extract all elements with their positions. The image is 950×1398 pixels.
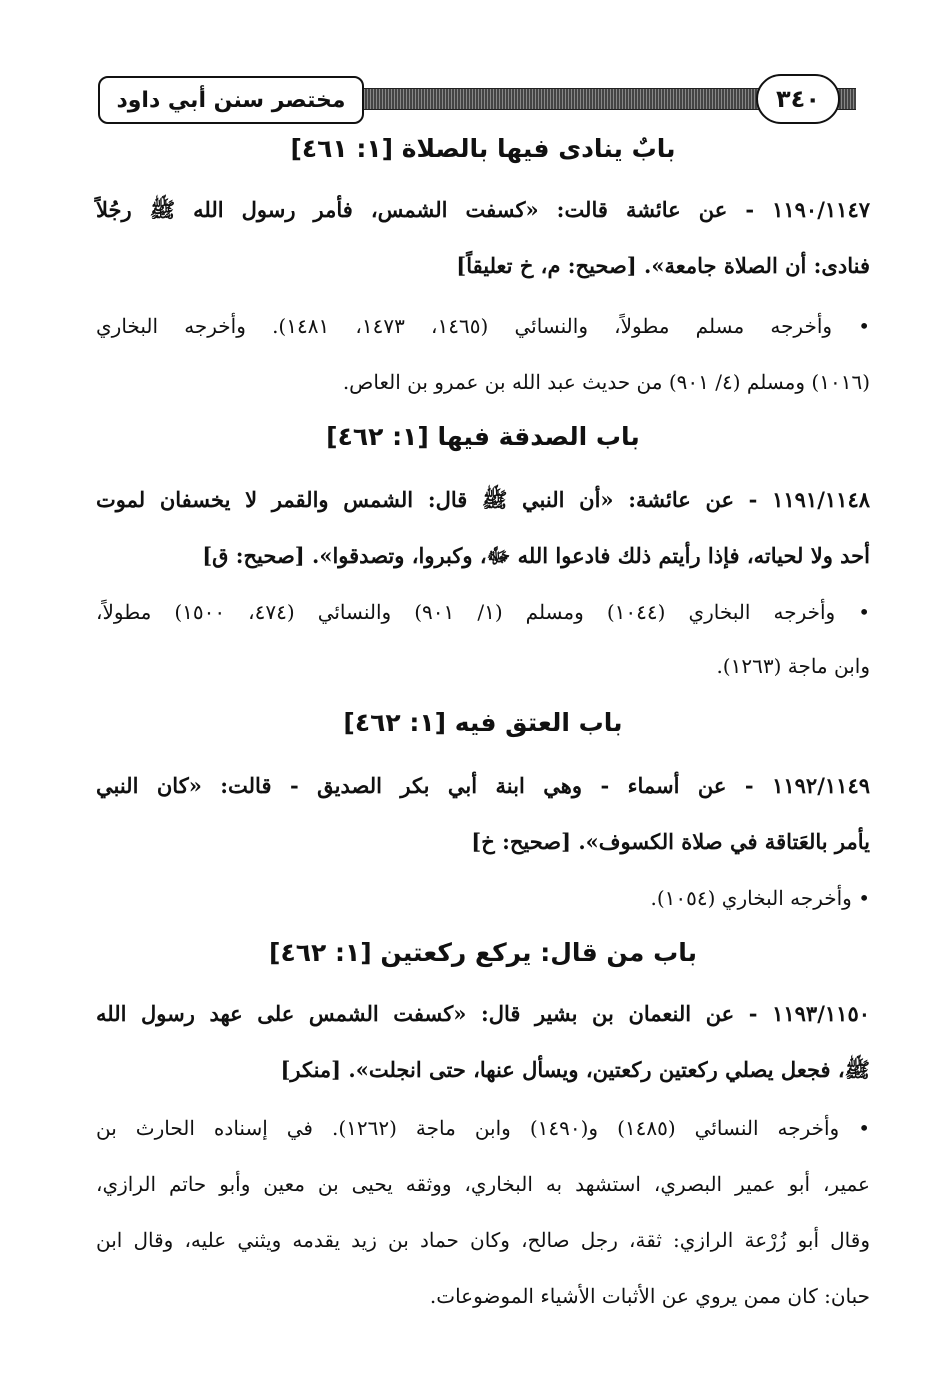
page-header [96,72,876,124]
note-line: • وأخرجه البخاري (١٠٤٤) ومسلم (١/ ٩٠١) والنسائي (٤٧٤، ١٥٠٠) مطولاً، [96,600,871,624]
hadith-line: يأمر بالعَتاقة في صلاة الكسوف». [صحيح: خ] [471,829,870,854]
hadith-line: ١١٩٠/١١٤٧ - عن عائشة قالت: «كسفت الشمس، فأمر رسول الله ﷺ رجُلاً [96,197,870,222]
note-line: وقال أبو زُرْعة الرازي: ثقة، رجل صالح، وكان حماد بن زيد يقدمه ويثني عليه، وقال ابن [96,1228,870,1252]
hadith-line: أحد ولا لحياته، فإذا رأيتم ذلك فادعوا الله ﷻ، وكبروا، وتصدقوا». [صحيح: ق] [202,543,870,568]
note-line: (١٠١٦) ومسلم (٤/ ٩٠١) من حديث عبد الله بن عمرو بن العاص. [342,370,870,394]
hadith-line: فنادى: أن الصلاة جامعة». [صحيح: م، خ تعليقاً] [456,253,870,278]
hadith-line: ﷺ، فجعل يصلي ركعتين ركعتين، ويسأل عنها، حتى انجلت». [منكر] [280,1057,870,1082]
hadith-line: ١١٩١/١١٤٨ - عن عائشة: «أن النبي ﷺ قال: الشمس والقمر لا يخسفان لموت [96,487,870,512]
note-line: • وأخرجه البخاري (١٠٥٤). [650,886,870,910]
note-line: حبان: كان ممن يروي عن الأثبات الأشياء الموضوعات. [429,1284,870,1308]
note-line: وابن ماجة (١٢٦٣). [716,654,870,678]
book-title: مختصر سنن أبي داود [98,76,364,124]
hadith-line: ١١٩٣/١١٥٠ - عن النعمان بن بشير قال: «كسفت الشمس على عهد رسول الله [96,1001,870,1026]
note-line: • وأخرجه النسائي (١٤٨٥) و(١٤٩٠) وابن ماجة (١٢٦٢). في إسناده الحارث بن [96,1116,870,1140]
page-number: ٣٤٠ [756,74,840,124]
chapter-heading: بابٌ ينادى فيها بالصلاة [١: ٤٦١] [290,134,676,163]
hadith-line: ١١٩٢/١١٤٩ - عن أسماء - وهي ابنة أبي بكر الصديق - قالت: «كان النبي [96,773,870,798]
chapter-heading: باب من قال: يركع ركعتين [١: ٤٦٢] [269,938,697,967]
note-line: • وأخرجه مسلم مطولاً، والنسائي (١٤٦٥، ١٤٧٣، ١٤٨١). وأخرجه البخاري [96,314,871,338]
chapter-heading: باب العتق فيه [١: ٤٦٢] [343,708,623,737]
note-line: عمير، أبو عمير البصري، استشهد به البخاري، ووثقه يحيى بن معين وأبو حاتم الرازي، [96,1172,870,1196]
chapter-heading: باب الصدقة فيها [١: ٤٦٢] [326,422,640,451]
